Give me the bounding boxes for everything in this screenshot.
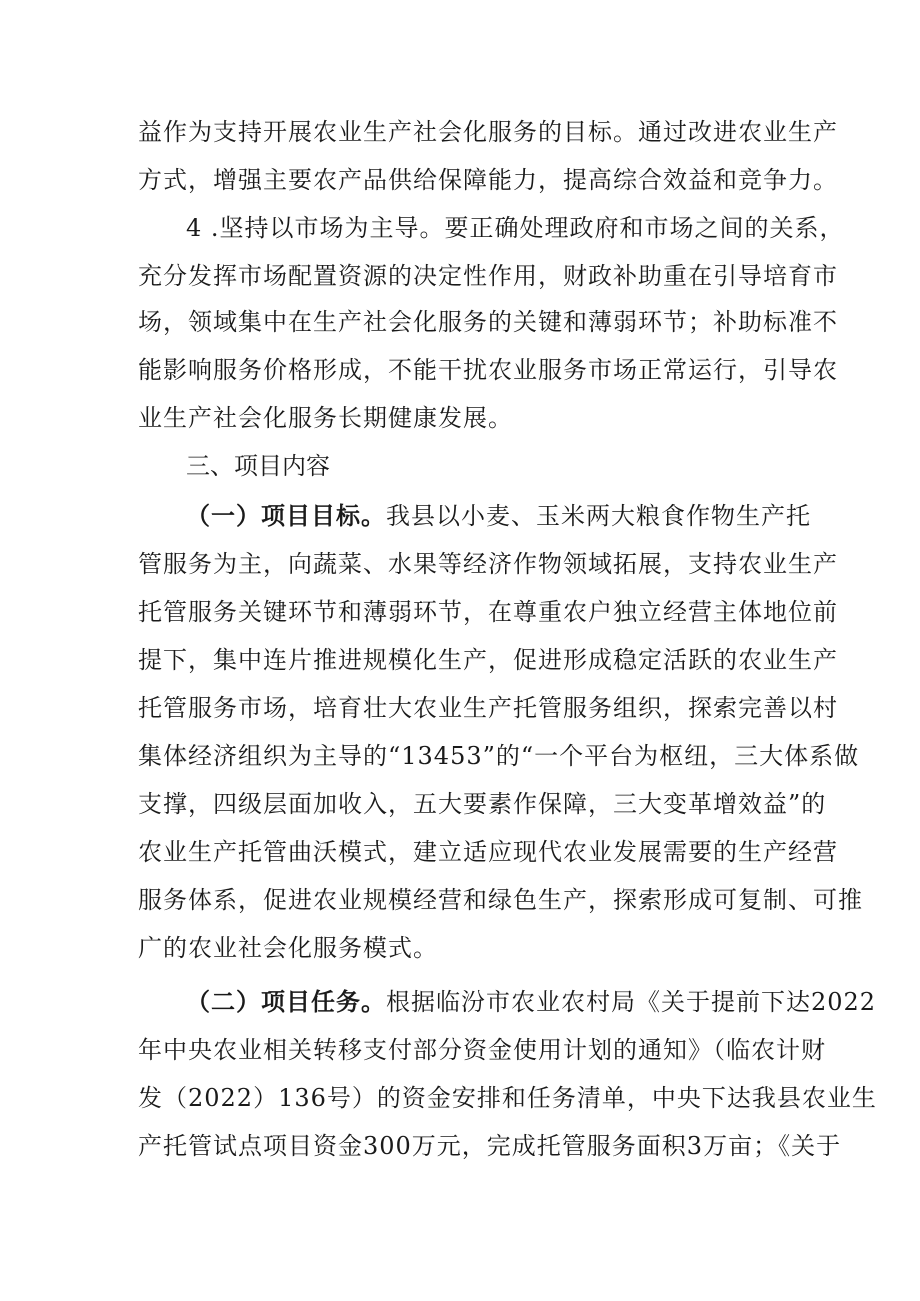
subheading-lead: （一）项目目标。 [186, 501, 386, 530]
paragraph-line: 提下，集中连片推进规模化生产，促进形成稳定活跃的农业生产 [138, 646, 838, 674]
paragraph-line: 支撑，四级层面加收入，五大要素作保障，三大变革增效益”的 [138, 790, 827, 818]
paragraph-line: 托管服务市场，培育壮大农业生产托管服务组织，探索完善以村 [138, 694, 838, 722]
paragraph-line: 年中央农业相关转移支付部分资金使用计划的通知》（临农计财 [138, 1036, 826, 1064]
paragraph-line: 场，领域集中在生产社会化服务的关键和薄弱环节；补助标准不 [138, 308, 838, 336]
paragraph-line: 益作为支持开展农业生产社会化服务的目标。通过改进农业生产 [138, 118, 838, 146]
paragraph-line: 托管服务关键环节和薄弱环节，在尊重农户独立经营主体地位前 [138, 598, 838, 626]
paragraph-text: 根据临汾市农业农村局《关于提前下达2022 [386, 988, 877, 1016]
subheading-lead: （二）项目任务。 [186, 987, 386, 1016]
paragraph-line: 方式，增强主要农产品供给保障能力，提高综合效益和竞争力。 [138, 166, 838, 194]
paragraph-line [186, 982, 877, 1022]
paragraph-line: 集体经济组织为主导的“13453”的“一个平台为枢纽，三大体系做 [138, 742, 860, 770]
paragraph-line: 管服务为主，向蔬菜、水果等经济作物领域拓展，支持农业生产 [138, 550, 838, 578]
paragraph-text: 我县以小麦、玉米两大粮食作物生产托 [386, 502, 811, 530]
paragraph-line: 业生产社会化服务长期健康发展。 [138, 404, 513, 432]
paragraph-line [186, 496, 811, 536]
paragraph-line: 农业生产托管曲沃模式，建立适应现代农业发展需要的生产经营 [138, 838, 838, 866]
paragraph-line: 能影响服务价格形成，不能干扰农业服务市场正常运行，引导农 [138, 356, 838, 384]
paragraph-line: 广的农业社会化服务模式。 [138, 934, 438, 962]
paragraph-line: 4 .坚持以市场为主导。要正确处理政府和市场之间的关系， [186, 214, 845, 242]
paragraph-line: 服务体系，促进农业规模经营和绿色生产，探索形成可复制、可推 [138, 886, 863, 914]
section-heading: 三、项目内容 [186, 452, 330, 480]
paragraph-line: 充分发挥市场配置资源的决定性作用，财政补助重在引导培育市 [138, 262, 838, 290]
paragraph-line: 产托管试点项目资金300万元，完成托管服务面积3万亩；《关于 [138, 1132, 842, 1160]
paragraph-line: 发（2022）136号）的资金安排和任务清单，中央下达我县农业生 [138, 1084, 877, 1112]
